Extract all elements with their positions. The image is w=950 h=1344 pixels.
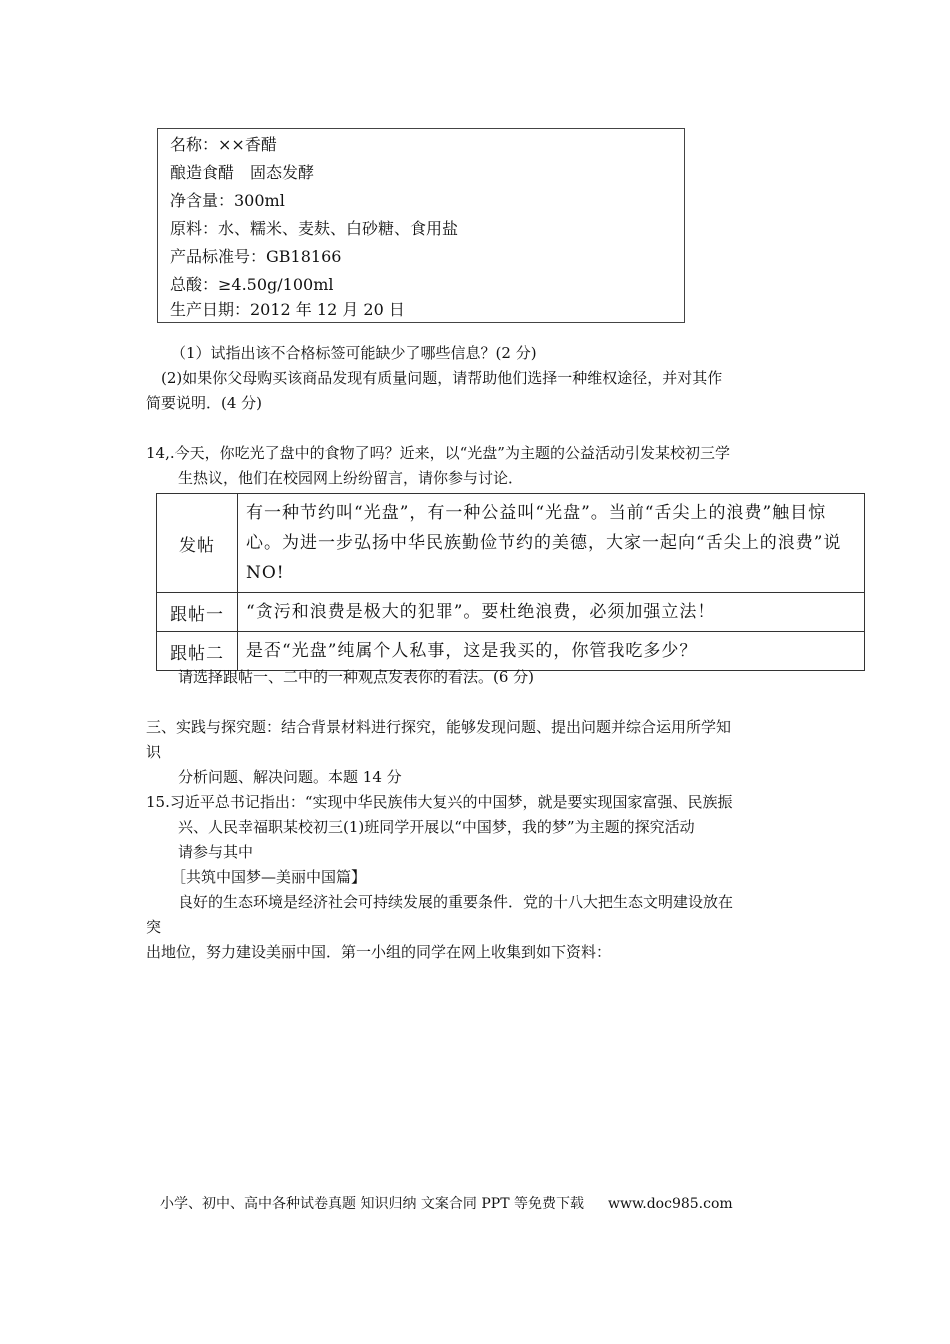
q15-line3: 请参与其中 [178,843,254,861]
q13-part2-line1: (2)如果你父母购买该商品发现有质量问题，请帮助他们选择一种维权途径，并对其作 [161,369,723,387]
q13-part2-line2: 简要说明．(4 分) [146,394,263,412]
reply1-text: “贪污和浪费是极大的犯罪”。要杜绝浪费，必须加强立法！ [238,593,865,632]
footer-url[interactable]: www.doc985.com [607,1196,733,1212]
q15-line1: 15.习近平总书记指出：“实现中华民族伟大复兴的中国梦，就是要实现国家富强、民族振 [146,793,733,811]
q15-line2: 兴、人民幸福职某校初三(1)班同学开展以“中国梦，我的梦”为主题的探究活动 [178,818,695,836]
page-footer [160,1193,733,1213]
reply2-text: 是否“光盘”纯属个人私事，这是我买的，你管我吃多少？ [238,632,865,671]
table-row [157,632,865,671]
forum-post-table [156,493,865,671]
table-row [157,494,865,593]
q13-part1: （1）试指出该不合格标签可能缺少了哪些信息？(2 分) [171,344,537,362]
post-text: 有一种节约叫“光盘”，有一种公益叫“光盘”。当前“舌尖上的浪费”触目惊心。为进一步弘扬中华民族勤俭节约的美德，大家一起向“舌尖上的浪费”说 NO! [238,494,865,593]
q15-line6: 突 [146,918,162,936]
q15-line5: 良好的生态环境是经济社会可持续发展的重要条件．党的十八大把生态文明建设放在 [178,893,734,911]
q14-intro-line1: 14,.今天，你吃光了盘中的食物了吗？近来，以“光盘”为主题的公益活动引发某校初三学 [146,444,730,462]
post-head: 发帖 [157,494,238,593]
section3-line1: 三、实践与探究题：结合背景材料进行探究，能够发现问题、提出问题并综合运用所学知 [146,718,732,736]
table-row [157,593,865,632]
label-total-acid: 总酸：≥4.50g/100ml [170,275,334,294]
label-name: 名称：××香醋 [170,135,277,154]
q14-intro-line2: 生热议，他们在校园网上纷纷留言，请你参与讨论． [178,469,524,487]
q15-line7: 出地位，努力建设美丽中国．第一小组的同学在网上收集到如下资料： [146,943,612,961]
q14-prompt: 请选择跟帖一、二中的一种观点发表你的看法。(6 分) [178,668,535,686]
label-production-date: 生产日期：2012 年 12 月 20 日 [170,300,405,319]
product-label-box [157,128,685,323]
q15-line4: ［共筑中国梦—美丽中国篇】 [171,868,367,886]
label-type: 酿造食醋 固态发酵 [170,163,315,182]
label-ingredients: 原料：水、糯米、麦麸、白砂糖、食用盐 [170,219,459,238]
reply2-head: 跟帖二 [157,632,238,671]
footer-text: 小学、初中、高中各种试卷真题 知识归纳 文案合同 PPT 等免费下载 [160,1196,584,1212]
section3-line3: 分析问题、解决问题。本题 14 分 [178,768,402,786]
label-standard-number: 产品标准号：GB18166 [170,247,342,266]
label-net-content: 净含量：300ml [170,191,285,210]
section3-line2: 识 [146,743,162,761]
reply1-head: 跟帖一 [157,593,238,632]
